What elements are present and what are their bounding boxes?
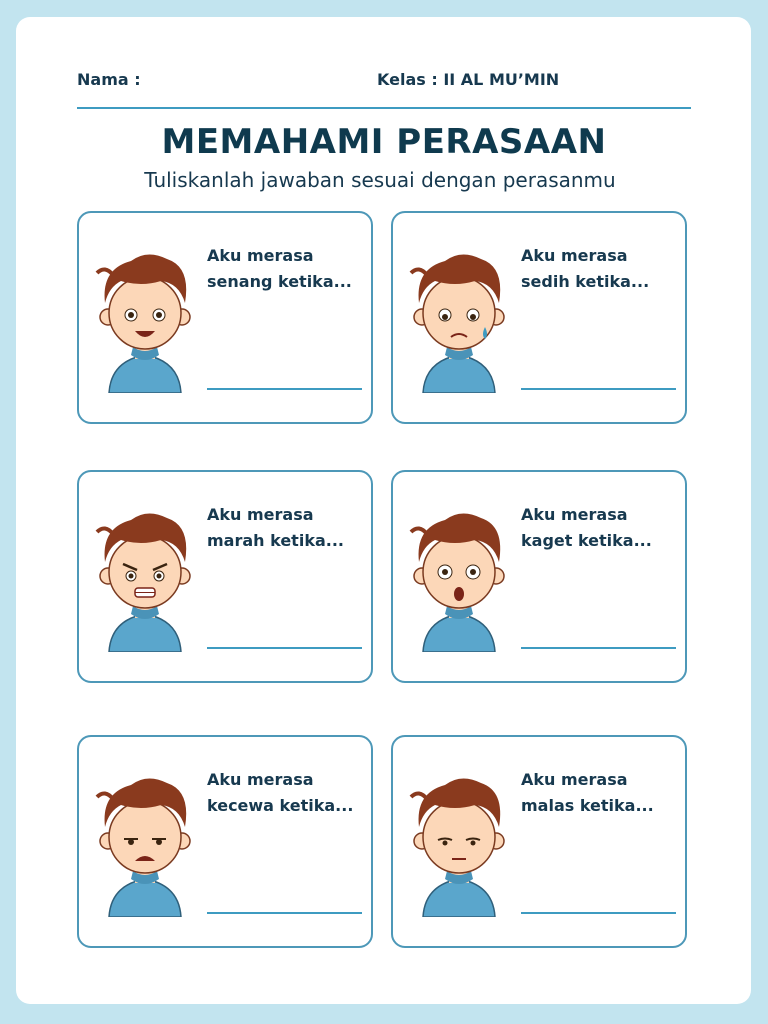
header-divider [77, 107, 691, 109]
answer-line[interactable] [521, 912, 676, 914]
answer-line[interactable] [207, 912, 362, 914]
card-prompt: Aku merasa kecewa ketika... [207, 770, 354, 815]
emotion-card-surprised [391, 470, 687, 683]
page-subtitle: Tuliskanlah jawaban sesuai dengan perasanmu [144, 168, 616, 192]
sad-boy-icon [405, 243, 513, 393]
answer-line[interactable] [521, 388, 676, 390]
page-title: MEMAHAMI PERASAAN [161, 122, 607, 162]
card-prompt: Aku merasa kaget ketika... [521, 505, 652, 550]
class-label: Kelas : II AL MU’MIN [377, 70, 560, 89]
card-prompt: Aku merasa malas ketika... [521, 770, 654, 815]
emotion-card-disappointed [77, 735, 373, 948]
emotion-card-sad [391, 211, 687, 424]
lazy-boy-icon [405, 767, 513, 917]
card-prompt: Aku merasa marah ketika... [207, 505, 344, 550]
disappointed-boy-icon [91, 767, 199, 917]
happy-boy-icon [91, 243, 199, 393]
answer-line[interactable] [521, 647, 676, 649]
emotion-card-lazy [391, 735, 687, 948]
card-prompt: Aku merasa senang ketika... [207, 246, 352, 291]
answer-line[interactable] [207, 647, 362, 649]
emotion-card-happy [77, 211, 373, 424]
surprised-boy-icon [405, 502, 513, 652]
card-prompt: Aku merasa sedih ketika... [521, 246, 650, 291]
answer-line[interactable] [207, 388, 362, 390]
emotion-card-angry [77, 470, 373, 683]
angry-boy-icon [91, 502, 199, 652]
name-label: Nama : [77, 70, 141, 89]
